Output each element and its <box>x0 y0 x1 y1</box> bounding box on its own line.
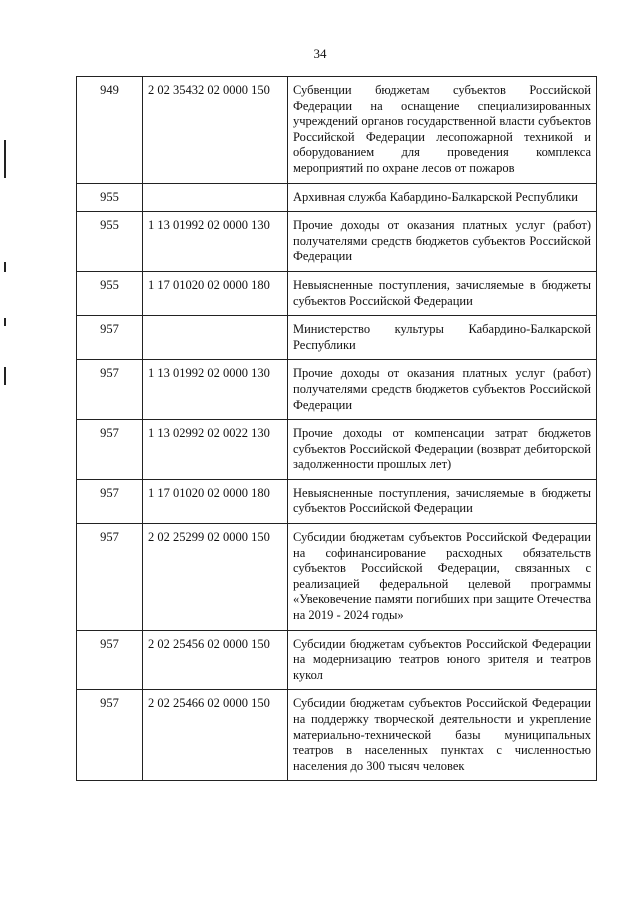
revenue-name-cell: Министерство культуры Кабардино-Балкарской Республики <box>288 316 597 360</box>
table-row <box>77 524 597 631</box>
page-number: 34 <box>313 46 327 61</box>
scan-edge-mark <box>4 318 6 326</box>
revenue-name-cell: Прочие доходы от оказания платных услуг (работ) получателями средств бюджетов субъектов Российской Федерации <box>288 360 597 420</box>
admin-code-cell: 955 <box>77 271 143 315</box>
table-row <box>77 690 597 781</box>
table-row <box>77 420 597 480</box>
revenue-name-cell: Субсидии бюджетам субъектов Российской Федерации на модернизацию театров юного зрителя и театров кукол <box>288 630 597 690</box>
budget-classification-code-cell <box>143 183 288 212</box>
budget-classification-code-cell: 1 13 01992 02 0000 130 <box>143 360 288 420</box>
table-row <box>77 630 597 690</box>
table-row <box>77 360 597 420</box>
revenue-name-cell: Прочие доходы от оказания платных услуг (работ) получателями средств бюджетов субъектов Российской Федерации <box>288 212 597 272</box>
scan-edge-mark <box>4 262 6 272</box>
revenue-name-cell: Субсидии бюджетам субъектов Российской Федерации на софинансирование расходных обязательств субъектов Российской Федерации, связанных с реализацией федеральной целевой программы «Увековечение памяти погибших при защите Отечества на 2019 - 2024 годы» <box>288 524 597 631</box>
revenue-codes-table <box>76 76 597 781</box>
revenue-name-cell: Субсидии бюджетам субъектов Российской Федерации на поддержку творческой деятельности и укрепление материально-технической базы муниципальных театров в населенных пунктах с численностью населения до 300 тысяч человек <box>288 690 597 781</box>
admin-code-cell: 949 <box>77 77 143 184</box>
budget-classification-code-cell <box>143 316 288 360</box>
budget-classification-code-cell: 2 02 35432 02 0000 150 <box>143 77 288 184</box>
table-row <box>77 77 597 184</box>
budget-classification-code-cell: 1 17 01020 02 0000 180 <box>143 271 288 315</box>
admin-code-cell: 957 <box>77 316 143 360</box>
budget-classification-code-cell: 2 02 25456 02 0000 150 <box>143 630 288 690</box>
scan-edge-mark <box>4 140 6 178</box>
admin-code-cell: 957 <box>77 690 143 781</box>
revenue-name-cell: Архивная служба Кабардино-Балкарской Республики <box>288 183 597 212</box>
table-row <box>77 479 597 523</box>
revenue-name-cell: Прочие доходы от компенсации затрат бюджетов субъектов Российской Федерации (возврат дебиторской задолженности прошлых лет) <box>288 420 597 480</box>
table-body <box>77 77 597 781</box>
admin-code-cell: 957 <box>77 524 143 631</box>
budget-classification-code-cell: 1 17 01020 02 0000 180 <box>143 479 288 523</box>
budget-classification-code-cell: 1 13 01992 02 0000 130 <box>143 212 288 272</box>
table-row <box>77 212 597 272</box>
scan-edge-mark <box>4 367 6 385</box>
admin-code-cell: 957 <box>77 420 143 480</box>
revenue-name-cell: Субвенции бюджетам субъектов Российской Федерации на оснащение специализированных учреждений органов государственной власти субъектов Российской Федерации лесопожарной техникой и оборудованием для проведения комплекса мероприятий по охране лесов от пожаров <box>288 77 597 184</box>
budget-classification-code-cell: 2 02 25466 02 0000 150 <box>143 690 288 781</box>
admin-code-cell: 957 <box>77 360 143 420</box>
admin-code-cell: 957 <box>77 479 143 523</box>
budget-classification-code-cell: 2 02 25299 02 0000 150 <box>143 524 288 631</box>
revenue-name-cell: Невыясненные поступления, зачисляемые в бюджеты субъектов Российской Федерации <box>288 479 597 523</box>
table-row <box>77 271 597 315</box>
revenue-name-cell: Невыясненные поступления, зачисляемые в бюджеты субъектов Российской Федерации <box>288 271 597 315</box>
budget-classification-code-cell: 1 13 02992 02 0022 130 <box>143 420 288 480</box>
table-row <box>77 316 597 360</box>
admin-code-cell: 957 <box>77 630 143 690</box>
admin-code-cell: 955 <box>77 183 143 212</box>
table-row <box>77 183 597 212</box>
admin-code-cell: 955 <box>77 212 143 272</box>
